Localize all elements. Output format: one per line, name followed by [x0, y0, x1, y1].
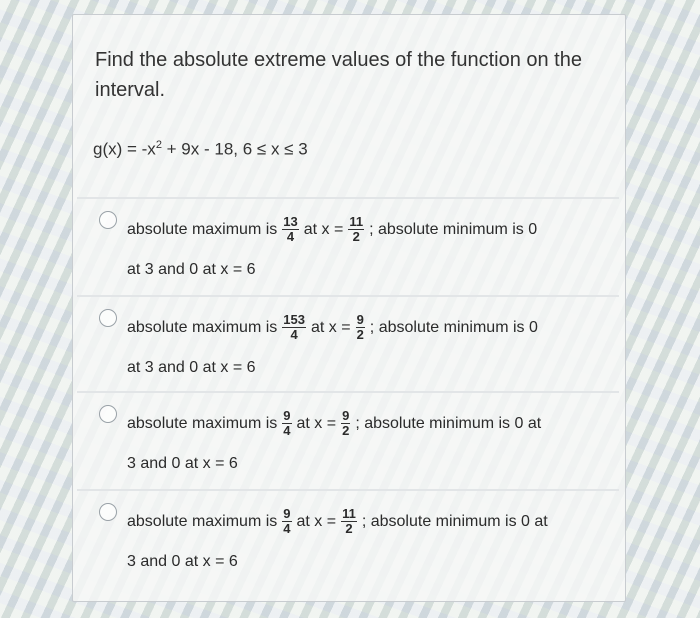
question-text: Find the absolute extreme values of the function on the interval. [95, 49, 582, 101]
option-line-1 [127, 409, 541, 438]
option-text-pre: absolute maximum is [127, 318, 278, 336]
fraction-denominator: 2 [356, 327, 364, 342]
option-text-at: at x = [296, 414, 337, 432]
x-value-fraction [341, 507, 357, 536]
fraction-numerator: 153 [283, 312, 305, 327]
max-value-fraction [282, 215, 298, 244]
option-line-1 [127, 313, 538, 342]
function-expression [93, 139, 308, 160]
fraction-denominator: 4 [283, 423, 291, 438]
option-text-pre: absolute maximum is [127, 512, 278, 530]
fraction-denominator: 2 [352, 229, 360, 244]
max-value-fraction [282, 409, 291, 438]
max-value-fraction [282, 313, 306, 342]
fraction-denominator: 4 [286, 229, 295, 244]
fraction-numerator: 9 [283, 506, 291, 521]
answer-option-2[interactable] [77, 295, 619, 389]
question-panel [72, 14, 626, 602]
option-line-2: at 3 and 0 at x = 6 [127, 261, 256, 278]
answer-option-4[interactable] [77, 489, 619, 583]
option-text-post: ; absolute minimum is 0 at [361, 512, 548, 530]
radio-button[interactable] [99, 405, 117, 423]
option-line-2: at 3 and 0 at x = 6 [127, 359, 256, 376]
max-value-fraction [282, 507, 291, 536]
fraction-numerator: 9 [283, 408, 291, 423]
fraction-denominator: 4 [290, 327, 298, 342]
function-exponent: 2 [155, 139, 162, 151]
fraction-denominator: 4 [283, 521, 291, 536]
fraction-denominator: 2 [345, 521, 353, 536]
option-text-post: ; absolute minimum is 0 [369, 220, 538, 238]
option-text-pre: absolute maximum is [127, 220, 278, 238]
option-line-2: 3 and 0 at x = 6 [127, 455, 238, 472]
function-suffix: + 9x - 18, 6 ≤ x ≤ 3 [161, 139, 308, 159]
radio-button[interactable] [99, 211, 117, 229]
option-line-1 [127, 507, 548, 536]
radio-button[interactable] [99, 309, 117, 327]
answer-option-3[interactable] [77, 391, 619, 485]
option-text-at: at x = [310, 318, 351, 336]
fraction-numerator: 11 [342, 506, 356, 521]
fraction-numerator: 13 [283, 214, 298, 229]
fraction-numerator: 9 [342, 408, 350, 423]
option-line-1 [127, 215, 537, 244]
option-text-post: ; absolute minimum is 0 [369, 318, 538, 336]
option-text-at: at x = [303, 220, 344, 238]
option-text-at: at x = [296, 512, 337, 530]
radio-button[interactable] [99, 503, 117, 521]
fraction-numerator: 11 [349, 214, 364, 229]
fraction-denominator: 2 [342, 423, 350, 438]
option-line-2: 3 and 0 at x = 6 [127, 553, 238, 570]
option-text-pre: absolute maximum is [127, 414, 278, 432]
x-value-fraction [356, 313, 365, 342]
fraction-numerator: 9 [356, 312, 364, 327]
function-prefix: g(x) = -x [93, 139, 156, 159]
x-value-fraction [348, 215, 364, 244]
answer-option-1[interactable] [77, 197, 619, 291]
x-value-fraction [341, 409, 350, 438]
option-text-post: ; absolute minimum is 0 at [355, 414, 542, 432]
